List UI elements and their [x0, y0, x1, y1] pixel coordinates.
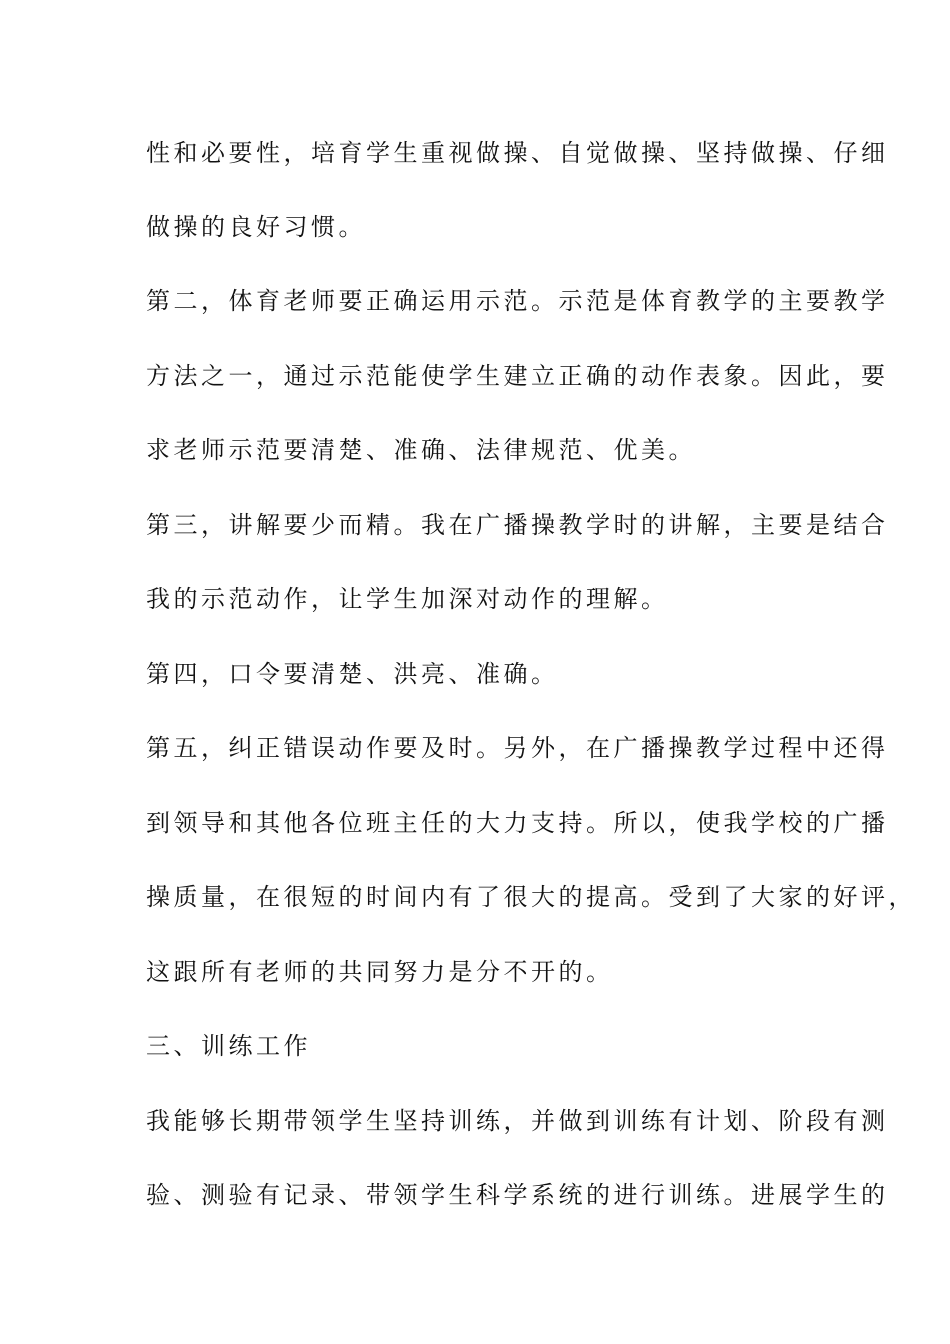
text-line: 我的示范动作，让学生加深对动作的理解。 — [146, 585, 669, 613]
text-line: 第三，讲解要少而精。我在广播操教学时的讲解，主要是结合 — [146, 511, 889, 539]
text-line: 第二，体育老师要正确运用示范。示范是体育教学的主要教学 — [146, 287, 889, 315]
text-line: 到领导和其他各位班主任的大力支持。所以，使我学校的广播 — [146, 809, 889, 837]
text-line: 我能够长期带领学生坚持训练，并做到训练有计划、阶段有测 — [146, 1107, 889, 1135]
text-line: 性和必要性，培育学生重视做操、自觉做操、坚持做操、仔细 — [146, 139, 889, 167]
text-line: 这跟所有老师的共同努力是分不开的。 — [146, 958, 614, 986]
text-line: 第四，口令要清楚、洪亮、准确。 — [146, 660, 559, 688]
text-line: 求老师示范要清楚、准确、法律规范、优美。 — [146, 436, 696, 464]
text-line: 验、测验有记录、带领学生科学系统的进行训练。进展学生的 — [146, 1181, 889, 1209]
text-line: 第五，纠正错误动作要及时。另外，在广播操教学过程中还得 — [146, 734, 889, 762]
text-line: 方法之一，通过示范能使学生建立正确的动作表象。因此，要 — [146, 362, 889, 390]
text-line: 做操的良好习惯。 — [146, 213, 366, 241]
text-line: 操质量，在很短的时间内有了很大的提高。受到了大家的好评， — [146, 883, 916, 911]
section-heading: 三、训练工作 — [146, 1032, 311, 1060]
